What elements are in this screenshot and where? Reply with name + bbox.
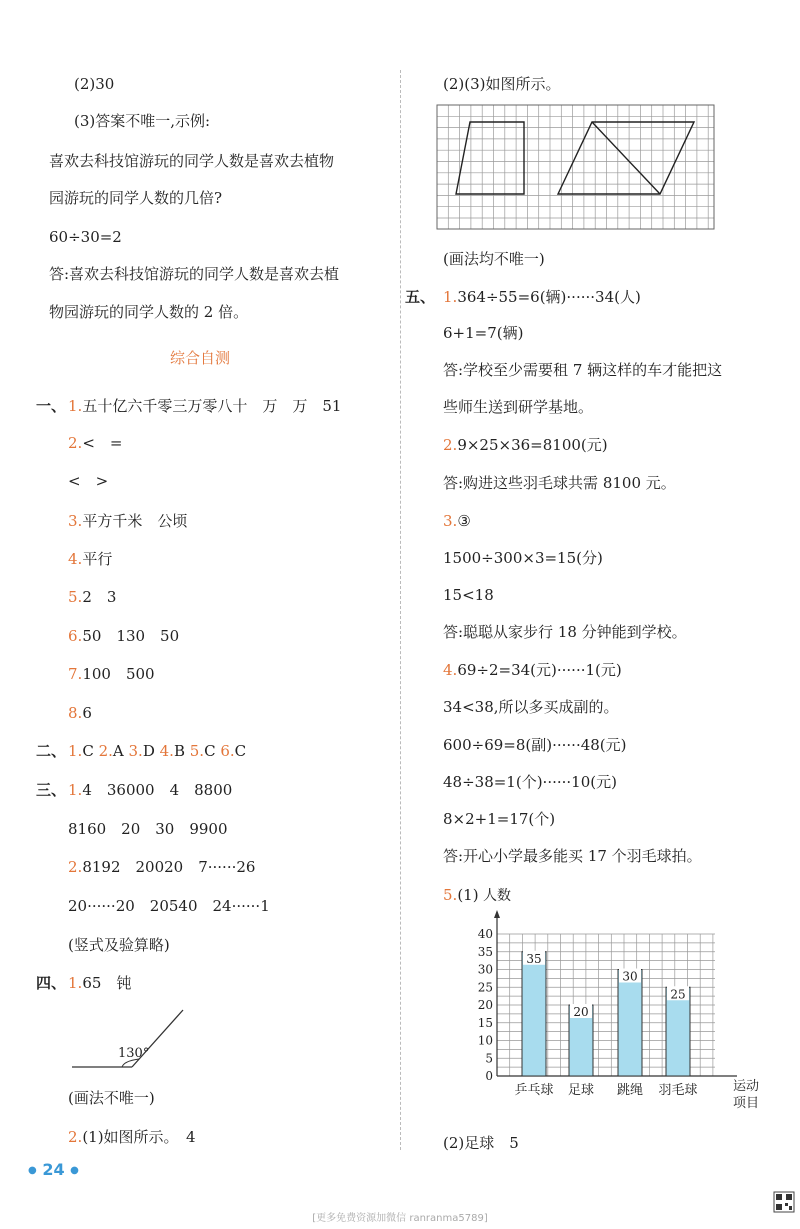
t-note: (竖式及验算略) — [68, 936, 170, 954]
c5-text: C — [204, 742, 216, 760]
section-2-label: 二、 — [36, 742, 67, 760]
q7-line — [68, 663, 155, 685]
y-tick-label: 20 — [477, 998, 493, 1012]
y-tick-label: 30 — [477, 962, 493, 977]
y-tick-label: 40 — [477, 927, 493, 941]
a3-num: 3. — [443, 512, 458, 530]
c3-text: D — [142, 742, 155, 760]
a4b-text: 34<38,所以多买成副的。 — [443, 698, 619, 716]
q2-line — [68, 432, 122, 454]
t1-text: 4 36000 4 8800 — [82, 781, 233, 799]
a1-text: 364÷55=6(辆)······34(人) — [457, 288, 641, 306]
y-tick-label: 25 — [477, 980, 493, 995]
trapezoid-shape — [456, 122, 524, 194]
q4-line — [68, 548, 112, 570]
f2-text: (1)如图所示。 4 — [82, 1128, 196, 1146]
y-axis-arrow — [494, 910, 500, 918]
category-label: 足球 — [567, 1083, 595, 1098]
bar — [618, 970, 642, 1077]
q1-num: 1. — [68, 397, 83, 415]
left-line-4: 园游玩的同学人数的几倍? — [49, 189, 223, 207]
q1-text: 五十亿六千零三万零八十 万 万 51 — [82, 397, 342, 415]
bar-value-label: 25 — [670, 987, 686, 1002]
x-axis-label: 运动 — [733, 1079, 760, 1094]
t1-line — [68, 779, 232, 801]
y-tick-label: 35 — [477, 944, 493, 959]
q5-line — [68, 586, 116, 608]
left-line-6: 答:喜欢去科技馆游玩的同学人数是喜欢去植 — [49, 265, 340, 283]
right-note: (画法均不唯一) — [443, 250, 545, 268]
angle-figure — [60, 1005, 200, 1075]
bar — [522, 952, 546, 1076]
a5-num: 5. — [443, 886, 458, 904]
page-number-wrap — [28, 1160, 79, 1179]
f1-text: 65 钝 — [82, 974, 132, 992]
q8-num: 8. — [68, 704, 83, 722]
c3-num: 3. — [128, 742, 143, 760]
left-line-1: (2)30 — [74, 75, 115, 93]
a3d-text: 答:聪聪从家步行 18 分钟能到学校。 — [443, 623, 687, 641]
bullet-icon: ● — [70, 1165, 79, 1176]
section-1-label: 一、 — [36, 397, 67, 415]
q8-text: 6 — [82, 704, 92, 722]
q4-num: 4. — [68, 550, 83, 568]
f-note: (画法不唯一) — [68, 1089, 155, 1107]
bullet-icon: ● — [28, 1165, 37, 1176]
a1-num: 1. — [443, 288, 458, 306]
angle-label: 130° — [118, 1046, 150, 1061]
category-label: 羽毛球 — [658, 1083, 698, 1098]
left-line-3: 喜欢去科技馆游玩的同学人数是喜欢去植物 — [49, 152, 335, 170]
a1-line — [443, 286, 641, 308]
c6-text: C — [234, 742, 247, 760]
a2b-text: 答:购进这些羽毛球共需 8100 元。 — [443, 474, 676, 492]
left-line-2: (3)答案不唯一,示例: — [74, 112, 211, 130]
q5-num: 5. — [68, 588, 83, 606]
c4-num: 4. — [159, 742, 174, 760]
f2-line — [68, 1126, 196, 1148]
a2-text: 9×25×36=8100(元) — [457, 436, 608, 454]
section-3-label: 三、 — [36, 781, 67, 799]
f1-line — [68, 972, 131, 994]
c2-num: 2. — [98, 742, 113, 760]
t1-num: 1. — [68, 781, 83, 799]
y-tick-label: 5 — [485, 1051, 493, 1066]
bar-value-label: 20 — [573, 1005, 589, 1019]
t2-num: 2. — [68, 858, 83, 876]
t2b-text: 20······20 20540 24······1 — [68, 897, 270, 915]
a1b-text: 6+1=7(辆) — [443, 324, 524, 342]
a3-line — [443, 510, 471, 532]
a2-line — [443, 434, 608, 456]
a4-num: 4. — [443, 661, 458, 679]
q7-num: 7. — [68, 665, 83, 683]
bar-chart — [440, 880, 760, 1120]
q1-line — [68, 395, 341, 417]
a4-text: 69÷2=34(元)······1(元) — [457, 661, 622, 679]
a4c-text: 600÷69=8(副)······48(元) — [443, 736, 627, 754]
q6-text: 50 130 50 — [82, 627, 180, 645]
a3c-text: 15<18 — [443, 586, 494, 604]
footer-watermark: [更多免费资源加微信 ranranma5789] — [312, 1213, 488, 1224]
a2-num: 2. — [443, 436, 458, 454]
a5-text: (1) — [457, 886, 479, 904]
q2b-text: < > — [68, 472, 109, 490]
y-tick-label: 15 — [477, 1015, 493, 1030]
category-label: 乒乓球 — [514, 1083, 554, 1098]
a4-line — [443, 659, 622, 681]
left-line-7: 物园游玩的同学人数的 2 倍。 — [49, 303, 249, 321]
parallelogram-diagonal — [592, 122, 660, 194]
a4d-text: 48÷38=1(个)······10(元) — [443, 773, 617, 791]
q3-line — [68, 510, 187, 532]
bar-value-label: 35 — [526, 951, 542, 966]
choice-answers — [68, 740, 246, 762]
bar-value-label: 30 — [622, 969, 638, 984]
c1-num: 1. — [68, 742, 83, 760]
left-line-5: 60÷30=2 — [49, 228, 122, 246]
qr-code-icon — [774, 1192, 794, 1212]
category-label: 跳绳 — [616, 1083, 644, 1098]
q2-num: 2. — [68, 434, 83, 452]
c1-text: C — [82, 742, 94, 760]
section-4-label: 四、 — [36, 974, 67, 992]
page-number: 24 — [42, 1160, 65, 1179]
y-tick-label: 10 — [477, 1033, 493, 1048]
y-axis-label: 人数 — [483, 888, 511, 904]
a1d-text: 些师生送到研学基地。 — [443, 398, 594, 416]
a5b-text: (2)足球 5 — [443, 1134, 519, 1152]
q3-num: 3. — [68, 512, 83, 530]
right-line-1: (2)(3)如图所示。 — [443, 75, 561, 93]
grid-figure — [436, 104, 716, 231]
q2-text: < = — [82, 434, 123, 452]
a3b-text: 1500÷300×3=15(分) — [443, 549, 603, 567]
t2-text: 8192 20020 7······26 — [82, 858, 256, 876]
a4e-text: 8×2+1=17(个) — [443, 810, 556, 828]
a3-text: ③ — [457, 512, 471, 530]
t1b-text: 8160 20 30 9900 — [68, 820, 228, 838]
c2-text: A — [112, 742, 124, 760]
q4-text: 平行 — [82, 550, 113, 568]
f2-num: 2. — [68, 1128, 83, 1146]
q8-line — [68, 702, 92, 724]
q5-text: 2 3 — [82, 588, 117, 606]
c6-num: 6. — [220, 742, 235, 760]
q6-num: 6. — [68, 627, 83, 645]
a4f-text: 答:开心小学最多能买 17 个羽毛球拍。 — [443, 847, 702, 865]
t2-line — [68, 856, 255, 878]
q6-line — [68, 625, 179, 647]
a1c-text: 答:学校至少需要租 7 辆这样的车才能把这 — [443, 361, 723, 379]
section-5-label: 五、 — [405, 288, 436, 306]
q3-text: 平方千米 公顷 — [82, 512, 188, 530]
f1-num: 1. — [68, 974, 83, 992]
c4-text: B — [173, 742, 185, 760]
y-tick-label: 0 — [485, 1069, 493, 1083]
section-title: 综合自测 — [170, 349, 231, 367]
column-divider — [400, 70, 401, 1150]
q7-text: 100 500 — [82, 665, 155, 683]
x-axis-label: 项目 — [733, 1096, 760, 1111]
c5-num: 5. — [189, 742, 205, 760]
